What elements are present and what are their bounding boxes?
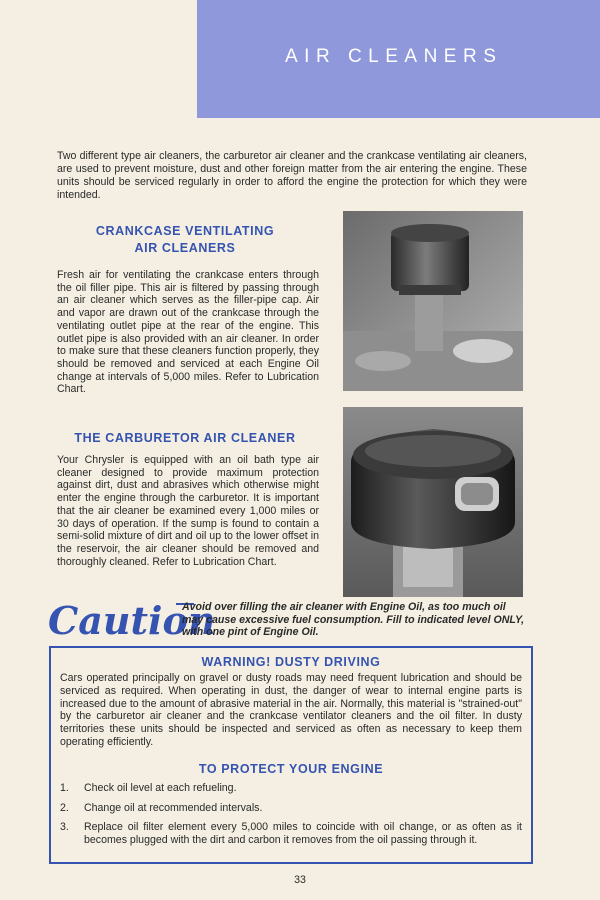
warning-body: Cars operated principally on gravel or dusty roads may need frequent lubrication and should be serviced as required. When operating in dust, the danger of wear to internal engine parts is increased due to the amount of abrasive material in the air. Normally, this material is "strained-out" by the carburetor air cleaner and the crankcase ventilator cleaners and the oil filter. In dusty territories these units should be inspected and serviced as often as necessary to keep them operating efficiently. — [60, 672, 522, 748]
page-number: 33 — [294, 874, 306, 886]
carburetor-cleaner-photo — [343, 407, 523, 597]
caution-script — [44, 590, 216, 648]
crankcase-section-title — [60, 224, 310, 255]
step-text: Change oil at recommended intervals. — [84, 801, 263, 814]
carburetor-cleaner-illustration — [343, 407, 523, 597]
list-item — [60, 782, 522, 795]
step-number: 2. — [60, 801, 69, 814]
crankcase-title-line1: CRANKCASE VENTILATING — [95, 224, 275, 238]
crankcase-body: Fresh air for ventilating the crankcase enters through the oil filler pipe. This air is filtered by passing through an air cleaner which serves as the filler-pipe cap. Air and vapor are drawn out of the crankcase through the ventilating outlet pipe at the rear of the engine. This outlet pipe is also provided with an air cleaner. In order to make sure that these cleaners function properly, they should be removed and serviced at each Engine Oil change at intervals of 5,000 miles. Refer to Lubrication Chart. — [57, 269, 319, 396]
list-item — [60, 802, 522, 815]
warning-title: WARNING! DUSTY DRIVING — [201, 655, 381, 669]
protect-engine-title: TO PROTECT YOUR ENGINE — [198, 762, 384, 776]
protect-steps-list — [60, 782, 522, 853]
warning-box — [49, 646, 533, 864]
list-item — [60, 821, 522, 846]
intro-paragraph: Two different type air cleaners, the carburetor air cleaner and the crankcase ventilating air cleaners, are used to prevent moisture, dust and other foreign matter from the air entering the engine. These units should be serviced regularly in order to afford the engine the protection for which they were intended. — [57, 150, 527, 201]
step-text: Check oil level at each refueling. — [84, 782, 237, 794]
carburetor-section-title: THE CARBURETOR AIR CLEANER — [74, 431, 296, 445]
crankcase-cleaner-photo — [343, 211, 523, 391]
step-number: 3. — [60, 821, 69, 834]
caution-lettering — [44, 590, 216, 648]
carburetor-body: Your Chrysler is equipped with an oil bath type air cleaner designed to provide maximum protection against dirt, dust and abrasives which otherwise might enter the engine through the carburetor. It is important that the air cleaner be examined every 1,000 miles or 30 days of operation. If the sump is found to contain a semi-solid mixture of dirt and oil up to the lower offset in the reservoir, the air cleaner should be removed and thoroughly cleaned. Refer to Lubrication Chart. — [57, 454, 319, 568]
caution-word-text: Caution — [48, 598, 216, 643]
caution-text: Avoid over filling the air cleaner with Engine Oil, as too much oil may cause excessive fuel consumption. Fill to indicated level ONLY, with one pint of Engine Oil. — [182, 601, 525, 638]
step-text: Replace oil filter element every 5,000 miles to coincide with oil change, or as often as it becomes plugged with the dirt and carbon it removes from the oil passing through it. — [84, 821, 522, 846]
crankcase-cleaner-illustration — [343, 211, 523, 391]
page-title: AIR CLEANERS — [285, 46, 503, 67]
step-number: 1. — [60, 782, 69, 794]
crankcase-title-line2: AIR CLEANERS — [134, 241, 236, 255]
